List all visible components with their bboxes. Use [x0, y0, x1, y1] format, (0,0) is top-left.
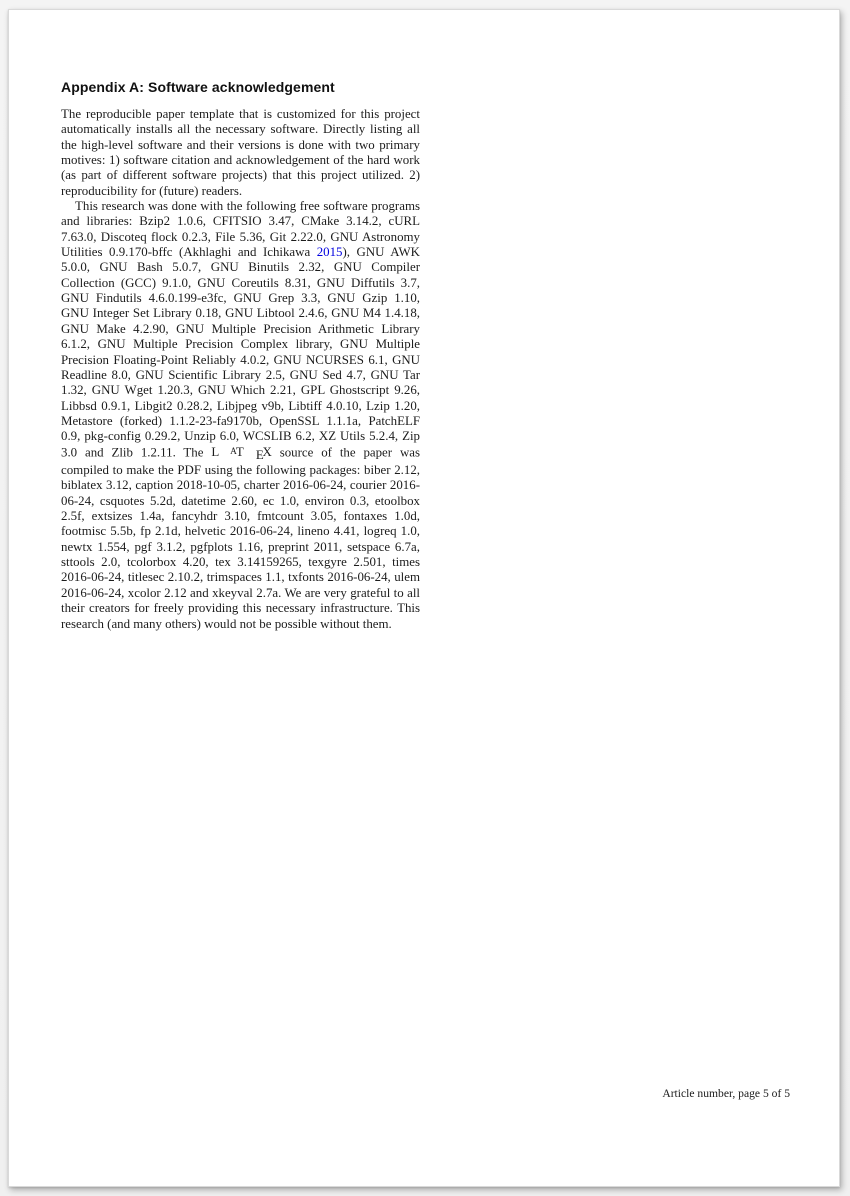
latex-logo-l: L	[211, 445, 220, 460]
latex-logo-t: T	[235, 445, 244, 460]
paper-page	[8, 9, 840, 1187]
software-list-part3: source of the paper was compiled to make the PDF using the following packages: biber 2.12, biblatex 3.12, caption 2018-10-05, charter 2016-06-24, courier 2016-06-24, csquotes 5.2d, datetime 2.60, ec 1.0, environ 0.3, etoolbox 2.5f, extsizes 1.4a, fancyhdr 3.10, fmtcount 3.05, fontaxes 1.0d, footmisc 5.5b, fp 2.1d, helvetic 2016-06-24, lineno 4.41, logreq 1.0, newtx 1.554, pgf 3.1.2, pgfplots 1.16, preprint 2011, setspace 6.7a, sttools 2.0, tcolorbox 4.20, tex 3.14159265, texgyre 2.501, times 2016-06-24, titlesec 2.10.2, trimspaces 1.1, txfonts 2016-06-24, ulem 2016-06-24, xcolor 2.12 and xkeyval 2.7a. We are very grateful to all their creators for freely providing this necessary infrastructure. This research (and many others) would not be possible without them.	[61, 445, 420, 631]
latex-logo	[211, 445, 272, 462]
paragraph-software-list	[61, 199, 420, 632]
latex-logo-x: X	[262, 445, 272, 460]
left-text-column	[61, 79, 420, 632]
paragraph-intro: The reproducible paper template that is customized for this project automatically installs all the necessary software. Directly listing all the high-level software and their versions is done with two primary motives: 1) software citation and acknowledgement of the hard work (as part of different software projects) that this project utilized. 2) reproducibility for (future) readers.	[61, 107, 420, 198]
software-list-part1: This research was done with the following free software programs and libraries: Bzip2 1.0.6, CFITSIO 3.47, CMake 3.14.2, cURL 7.63.0, Discoteq flock 0.2.3, File 5.36, Git 2.22.0, GNU Astronomy Utilities 0.9.170-bffc (Akhlaghi and Ichikawa	[61, 199, 420, 260]
latex-logo-e: E	[255, 447, 264, 462]
latex-logo-a: A	[230, 446, 237, 457]
page-footer: Article number, page 5 of 5	[662, 1087, 790, 1100]
citation-link-2015[interactable]: 2015	[316, 245, 343, 260]
appendix-heading: Appendix A: Software acknowledgement	[61, 79, 335, 95]
software-list-part2: ), GNU AWK 5.0.0, GNU Bash 5.0.7, GNU Binutils 2.32, GNU Compiler Collection (GCC) 9.1.0, GNU Coreutils 8.31, GNU Diffutils 3.7, GNU Findutils 4.6.0.199-e3fc, GNU Grep 3.3, GNU Gzip 1.10, GNU Integer Set Library 0.18, GNU Libtool 2.4.6, GNU M4 1.4.18, GNU Make 4.2.90, GNU Multiple Precision Arithmetic Library 6.1.2, GNU Multiple Precision Complex library, GNU Multiple Precision Floating-Point Reliably 4.0.2, GNU NCURSES 6.1, GNU Readline 8.0, GNU Scientific Library 2.5, GNU Sed 4.7, GNU Tar 1.32, GNU Wget 1.20.3, GNU Which 2.21, GPL Ghostscript 9.26, Libbsd 0.9.1, Libgit2 0.28.2, Libjpeg v9b, Libtiff 4.0.10, Lzip 1.20, Metastore (forked) 1.1.2-23-fa9170b, OpenSSL 1.1.1a, PatchELF 0.9, pkg-config 0.29.2, Unzip 6.0, WCSLIB 6.2, XZ Utils 5.2.4, Zip 3.0 and Zlib 1.2.11. The	[61, 245, 420, 460]
